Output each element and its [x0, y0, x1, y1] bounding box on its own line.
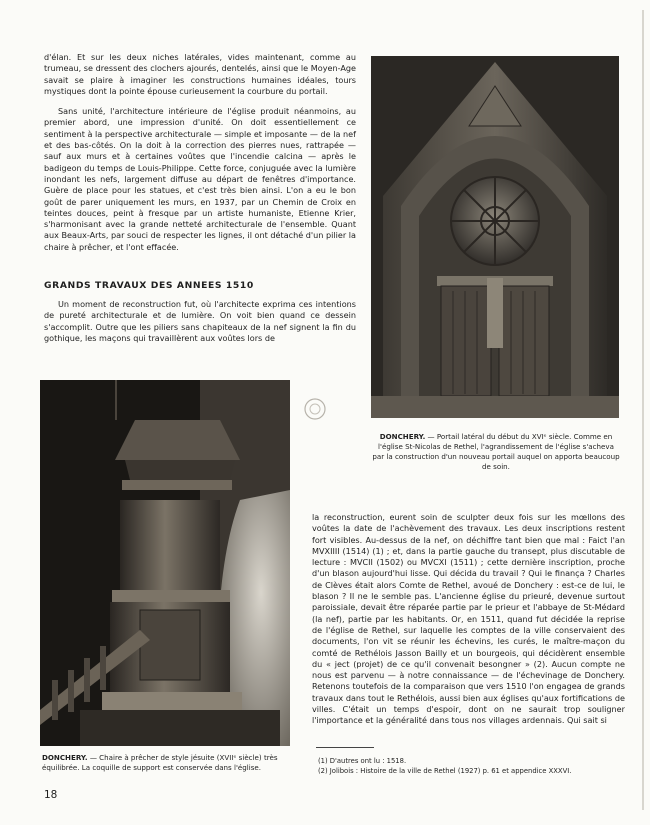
page-edge [642, 10, 644, 810]
paragraph: Un moment de reconstruction fut, où l'architecte exprima ces intentions de pureté architecturale et de lumière. On voit bien quand ce dessein s'accomplit. Outre que les piliers sans chapiteaux de la nef signent la fin du gothique, les maçons qui travaillèrent aux voûtes lors de [44, 299, 356, 343]
left-column-top [44, 52, 356, 262]
pulpit-caption [42, 753, 300, 773]
caption-place: DONCHERY. [379, 432, 426, 441]
portal-caption [372, 432, 620, 472]
pulpit-photo [40, 380, 290, 746]
portal-photo [371, 56, 619, 418]
caption-text: — Chaire à prêcher de style jésuite (XVIIᵉ siècle) très équilibrée. La coquille de support est conservée dans l'église. [42, 753, 278, 772]
page-number: 18 [44, 789, 58, 801]
footnote-rule [316, 747, 374, 748]
footnote: (1) D'autres ont lu : 1518. [318, 757, 407, 765]
left-column-bottom [44, 299, 356, 353]
footnote: (2) Jolibois : Histoire de la ville de Rethel (1927) p. 61 et appendice XXXVI. [318, 767, 572, 775]
footnotes [318, 756, 624, 776]
caption-place: DONCHERY. [42, 753, 88, 762]
section-heading: GRANDS TRAVAUX DES ANNEES 1510 [44, 280, 254, 291]
paragraph: Sans unité, l'architecture intérieure de l'église produit néanmoins, au premier abord, une impression d'unité. On doit essentiellement ce sentiment à la perspective architecturale — simple et imposante — de la nef et des bas-côtés. On la doit à la correction des pierres nues, rattrapée — sauf aux murs et à certaines voûtes que l'incendie calcina — après le badigeon du temps de Louis-Philippe. Cette force, conjuguée avec la lumière inondant les nefs, largement diffuse au départ de fenêtres d'importance. Guère de place pour les statues, et c'est très bien ainsi. L'on a eu le bon goût de parer uniquement les murs, en 1937, par un Chemin de Croix en teintes douces, peint à fresque par un artiste humaniste, Etienne Krier, s'harmonisant avec la grande netteté architecturale de l'ensemble. Quant aux Beaux-Arts, par souci de respecter les lignes, il ont détaché d'un pilier la chaire à prêcher, et l'ont effacée. [44, 106, 356, 252]
library-stamp-icon [301, 396, 329, 422]
caption-text: — Portail latéral du début du XVIᵉ siècle. Comme en l'église St-Nicolas de Rethel, l'agrandissement de l'église s'acheva par la construction d'un nouveau portail auquel on apporta beaucoup de soin. [372, 432, 620, 471]
paragraph: d'élan. Et sur les deux niches latérales, vides maintenant, comme au trumeau, se dressent des clochers ajourés, dentelés, ainsi que le Moyen-Age savait se plaire à imaginer les constructions humaines idéales, tours mystiques dont la pointe épouse curieusement la courbure du portail. [44, 52, 356, 96]
paragraph: la reconstruction, eurent soin de sculpter deux fois sur les mœllons des voûtes la date de l'achèvement des travaux. Les deux inscriptions restent fort visibles. Au-dessus de la nef, on déchiffre tant bien que mal : Faict l'an MVXIIII (1514) (1) ; et, dans la partie gauche du transept, plus discutable de lecture : MVCII (1502) ou MVCXI (1511) ; cette dernière inscription, proche d'un blason aujourd'hui lisse. Qui décida du travail ? Qui le finança ? Charles de Clèves était alors Comte de Rethel, avoué de Donchery : est-ce de lui, le blason ? Il ne le semble pas. L'ancienne église du prieuré, devenue surtout paroissiale, devait être réparée partie par le prieur et l'abbaye de St-Médard (la nef), partie par les habitants. Or, en 1511, quand fut décidée la reprise de l'église de Rethel, sur laquelle les comptes de la ville conservaient des documents, l'on vit se réunir les échevins, les curés, le maître-maçon du comté de Rethélois Jasson Bailly et un bourgeois, qui décidèrent ensemble du « ject (projet) de ce qu'il convenait besongner » (2). Aucun compte ne nous est parvenu — à notre connaissance — de l'échevinage de Donchery. Retenons toutefois de la comparaison que vers 1510 l'on engagea de grands travaux dans tout le Rethélois, aussi bien aux églises qu'aux fortifications de villes. C'était un temps d'espoir, dont on ne saurait trop souligner l'importance et la généralité dans tous nos villages ardennais. Qui sait si [312, 512, 625, 726]
right-column [312, 512, 625, 736]
